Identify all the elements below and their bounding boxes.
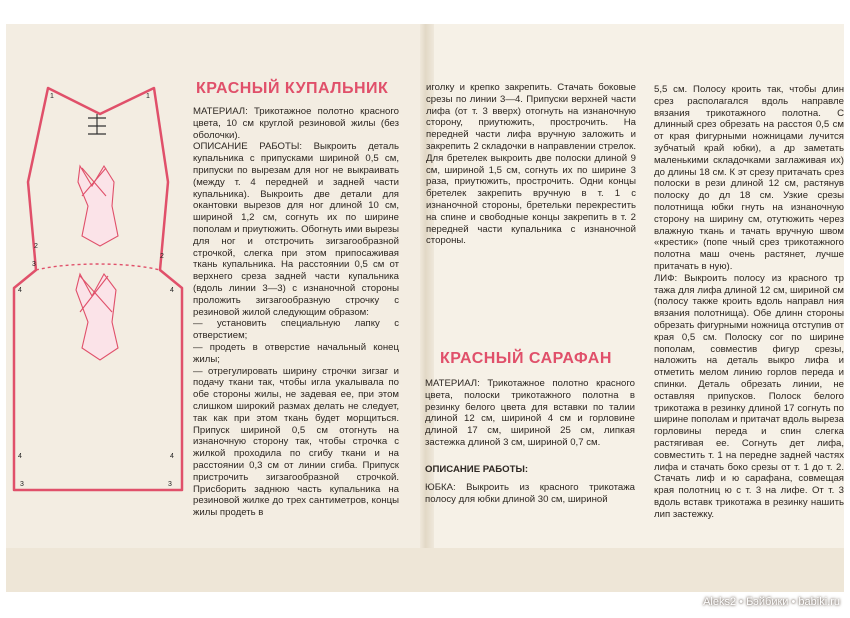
point-label-3: 3 [32, 261, 36, 268]
point-label-1b: 1 [146, 93, 150, 100]
point-label-4d: 4 [170, 453, 174, 460]
swimsuit-instructions: МАТЕРИАЛ: Трикотажное полотно красного цвета, 10 см круглой резиновой жилы (без оболочки). ОПИСАНИЕ РАБОТЫ: Выкроить деталь купальника с припусками шириной 0,5 см, припуски по вырезам для ног не выкраивать (между т. 4 передней и задней части купальника). Выкроить две детали для окантовки вырезов для ног длиной 10 см, шириной 1,2 см, согнуть их по ширине пополам и приутюжить. Обогнуть ими вырезы для ног и отстрочить зигзагообразной строчкой, слегка при этом припосаживая ткань купальника. На расстоянии 0,5 см от верхнего среза задней части купальника (вдоль линии 3—3) с изнаночной стороны проложить зигзагообразную строчку с резиновой жилой следующим образом: — установить специальную лапку с отверстием; — продеть в отверстие начальный конец жилы; — отрегулировать ширину строчки зигзаг и подачу ткани так, чтобы игла укалывала по обе стороны жилы, не задевая ее, при этом слишком широкий размах делать не следует, так как при этом ткань будет морщиться. Припуск шириной 0,5 см отогнуть на изнаночную сторону так, чтобы строчка с жилкой проходила по сгибу ткани и на расстоянии 0,3 см от линии сгиба. Припуск пристрочить зигзагообразной строчкой. Присборить заднюю часть купальника на резиновой жилке до трех сантиметров, концы жилы продеть в [193, 106, 399, 519]
point-label-3d: 3 [168, 481, 172, 488]
point-label-4c: 4 [18, 453, 22, 460]
swimsuit-title: КРАСНЫЙ КУПАЛЬНИК [196, 80, 389, 97]
bottom-paper-edge [6, 548, 844, 592]
pattern-waist-curve [36, 264, 160, 270]
swimsuit-back-sketch-icon [76, 274, 118, 360]
point-label-3c: 3 [20, 481, 24, 488]
swimsuit-instructions-continued: иголку и крепко закрепить. Стачать боковые срезы по линии 3—4. Припуски верхней части лифа (от т. 3 вверх) отогнуть на изнаночную сторону, приутюжить, прострочить. На передней части лифа вручную заложить и закрепить 2 складочки в направлении стрелок. Для бретелек выкроить две полоски длиной 9 см, шириной 1,5 см, согнуть их по ширине 3 раза, приутюжить, прострочить. Одни концы бретелек закрепить вручную в т. 1 с изнаночной стороны, бретельки перекрестить на спине и свободные концы закрепить в т. 2 передней части купальника с изнаночной стороны. [426, 82, 636, 247]
sundress-material: МАТЕРИАЛ: Трикотажное полотно красного цвета, полоски трикотажного полотна в резинку белого цвета для вставки по талии длиной 12 см, шириной 4 см и горловине длиной 17 см, шириной 25 см, липкая застежка длиной 3 см, шириной 0,7 см. [425, 378, 635, 448]
sundress-description-heading: ОПИСАНИЕ РАБОТЫ: [425, 464, 529, 475]
sundress-skirt-text: ЮБКА: Выкроить из красного трикотажа полосу для юбки длиной 30 см, шириной [425, 482, 635, 505]
point-label-4: 4 [18, 287, 22, 294]
point-label-4b: 4 [170, 287, 174, 294]
point-label-2b: 2 [160, 253, 164, 260]
swimsuit-front-sketch-icon [78, 166, 118, 246]
pleat-arrows-icon [88, 114, 106, 134]
site-watermark: Aleks2 • Бэйбики • babiki.ru [703, 596, 840, 608]
swimsuit-pattern-drawing [8, 86, 186, 500]
point-label-1: 1 [50, 93, 54, 100]
point-label-2: 2 [34, 243, 38, 250]
sundress-title: КРАСНЫЙ САРАФАН [440, 350, 612, 367]
sundress-instructions: 5,5 см. Полосу кроить так, чтобы длин срез располагался вдоль направле вязания трикотажного полотна. С длинный срез обрезать на расстоя 0,5 см от края фигурными ножницами лучится зубчатый край юбки), а др заметать маленькими складочками заглаживая их) до длины 18 см. К эт срезу притачать срез полоски в рези длиной 12 см, растянув полоску до дл 18 см. Узкие срезы полотнища юбки гнуть на изнаночную сторону на ширину см, отутюжить через влажную ткань и тачать вручную швом «крестик» (попе чный срез трикотажного полотна маш очень растянет, лучше притачать в ную). ЛИФ: Выкроить полосу из красного тр тажа для лифа длиной 12 см, шириной см (полосу также кроить вдоль направл ния вязания полотнища). Обе длинн стороны обрезать фигурными ножница отступив от края 0,5 см. Полоску сог по ширине пополам, совместив фигур срезы, наложить на деталь выкро лифа и отметить мелом линию горлов переда и спинки. Деталь обрезать линии, не оставляя припусков. Полоск белого трикотажа в резинку длиной 17 согнуть по ширине пополам и притачат вдоль выреза горловины переда и спин слегка растягивая ее. Согнуть дет лифа, совместить т. 1 на передне задней частях лифа и стачать боко срезы от т. 1 до т. 2. Стачать лиф и ю сарафана, совмещая края полотниц ю с т. 3 на лифе. От т. 3 вдоль вставк трикотажа в резинку нашить лип застежку. [654, 84, 844, 520]
